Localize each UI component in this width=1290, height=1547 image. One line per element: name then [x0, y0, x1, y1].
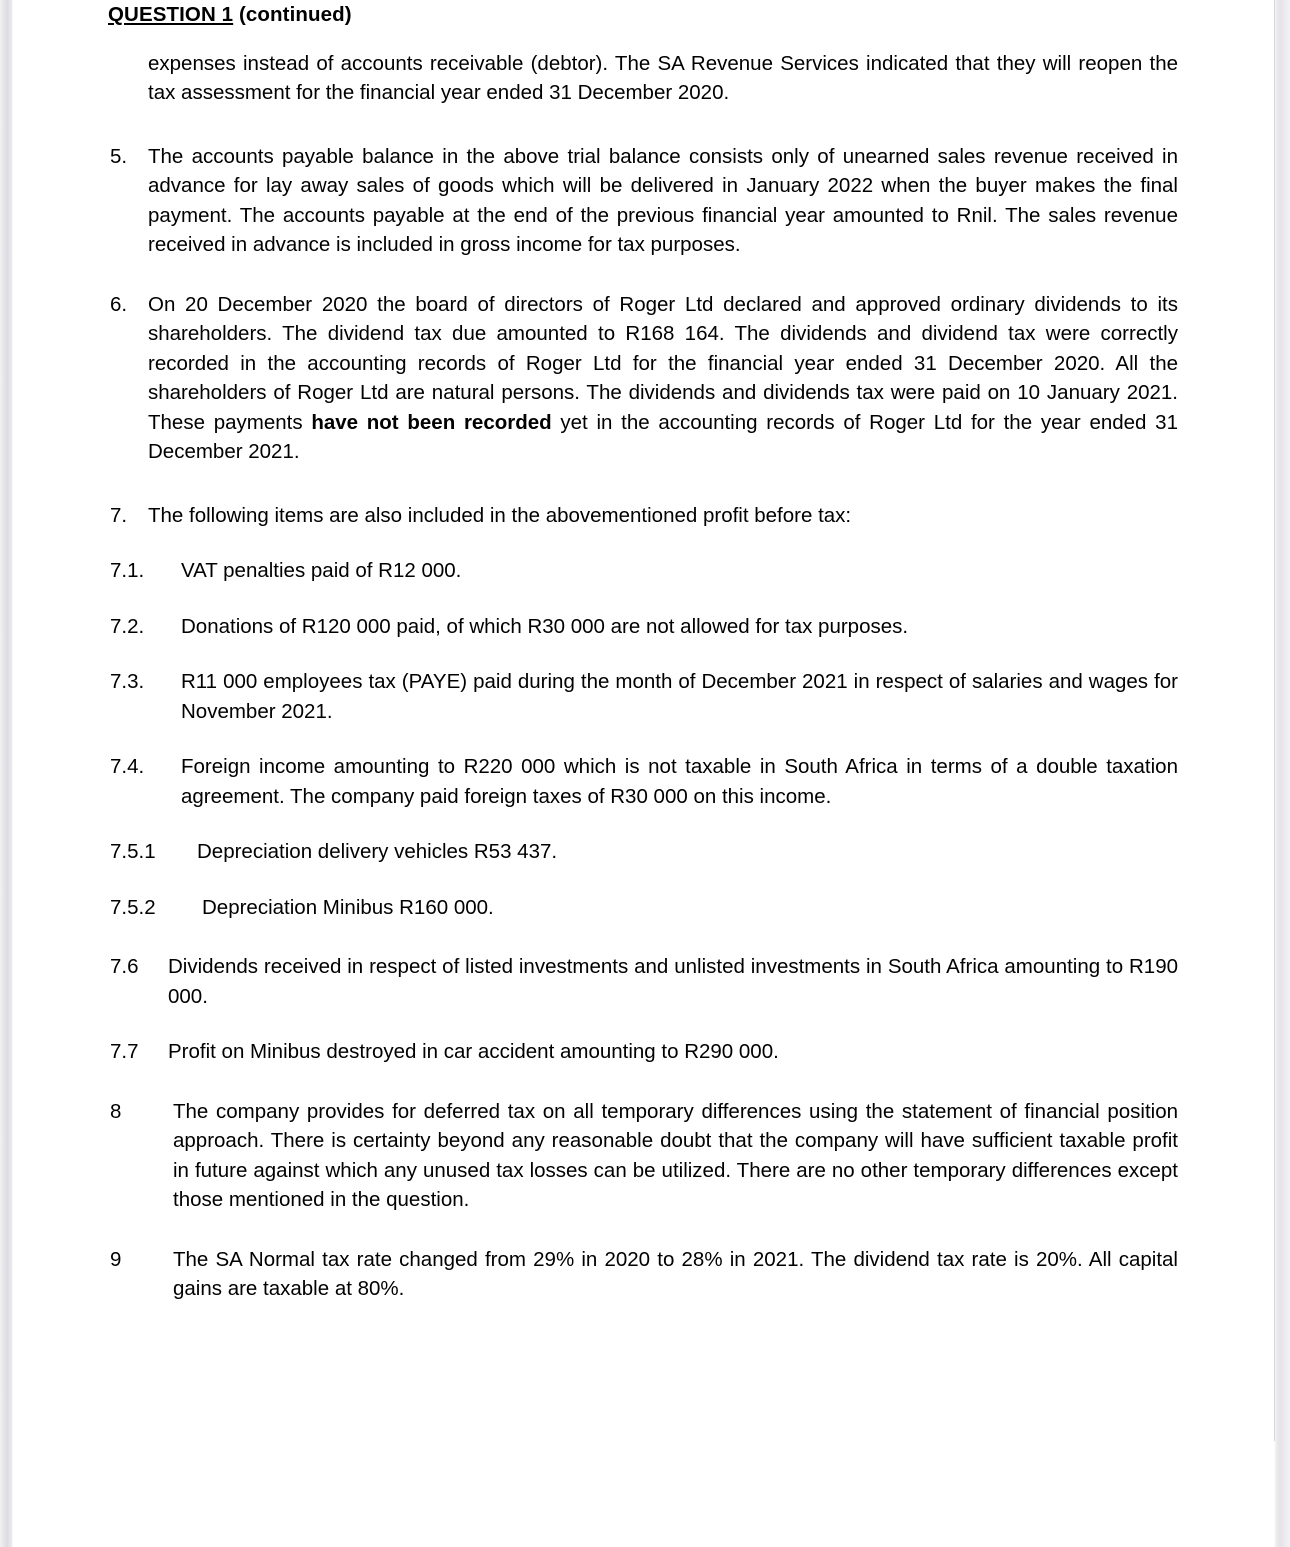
list-item-number: 6. — [110, 292, 128, 316]
list-item-7-6 — [110, 952, 1178, 1011]
page-title-continued-label: (continued) — [233, 3, 352, 26]
list-item-text: The following items are also included in the abovementioned profit before tax: — [148, 503, 852, 527]
list-item-9 — [110, 1245, 1178, 1304]
list-item-number: 7.1. — [110, 559, 145, 583]
page-title-question-label: QUESTION 1 — [108, 3, 234, 26]
list-item-text: Depreciation Minibus R160 000. — [202, 895, 494, 919]
list-item-text-part-2: yet in the accounting records of Roger Ltd for the year ended 31 December 2021. — [148, 410, 1178, 464]
list-item-7-5-2 — [110, 893, 1178, 923]
list-item-text: Dividends received in respect of listed investments and unlisted investments in South Africa amounting to R190 000. — [168, 955, 1178, 1008]
page-right-rule — [1274, 0, 1275, 1441]
list-item-number: 5. — [110, 144, 128, 168]
list-item-7-2 — [110, 612, 1178, 642]
list-item-text-part-1: On 20 December 2020 the board of directors of Roger Ltd declared and approved ordinary dividends to its shareholders. The dividend tax due amounted to R168 164. The dividends and dividend tax were correctly recorded in the accounting records of Roger Ltd for the financial year ended 31 December 2020. All the shareholders of Roger Ltd are natural persons. The dividends and dividends tax were paid on 10 January 2021. These payments — [148, 292, 1178, 434]
list-item-7-4 — [110, 752, 1178, 811]
list-item-7-1 — [110, 556, 1178, 586]
list-item-7-5-1 — [110, 837, 1178, 867]
page-right-gutter — [1274, 0, 1290, 1547]
list-item-number: 8 — [110, 1099, 122, 1123]
list-item-text: The SA Normal tax rate changed from 29% in 2020 to 28% in 2021. The dividend tax rate is 20%. All capital gains are taxable at 80%. — [173, 1247, 1178, 1301]
list-item-number: 7.2. — [110, 614, 145, 638]
list-item-7-3 — [110, 667, 1178, 726]
list-item-number: 7.4. — [110, 755, 145, 779]
document-page — [13, 0, 1274, 1547]
intro-continuation-paragraph: expenses instead of accounts receivable (debtor). The SA Revenue Services indicated that they will reopen the tax assessment for the financial year ended 31 December 2020. — [148, 51, 1178, 105]
page-left-gutter — [0, 0, 13, 1547]
list-item-8 — [110, 1097, 1178, 1215]
list-item-number: 7.3. — [110, 670, 145, 694]
list-item-6 — [110, 290, 1178, 467]
list-item-number: 7. — [110, 503, 128, 527]
list-item-text: Profit on Minibus destroyed in car accident amounting to R290 000. — [168, 1040, 779, 1064]
list-item-text: VAT penalties paid of R12 000. — [181, 559, 462, 583]
list-item-text — [148, 290, 1178, 467]
list-item-number: 7.7 — [110, 1040, 139, 1064]
list-item-number: 7.5.2 — [110, 895, 156, 919]
list-item-text: The company provides for deferred tax on all temporary differences using the statement of financial position approach. There is certainty beyond any reasonable doubt that the company will have sufficient taxable profit in future against which any unused tax losses can be utilized. There are no other temporary differences except those mentioned in the question. — [173, 1099, 1178, 1212]
list-item-text: Donations of R120 000 paid, of which R30 000 are not allowed for tax purposes. — [181, 614, 909, 638]
list-item-text: Depreciation delivery vehicles R53 437. — [197, 840, 558, 864]
document-body — [13, 0, 1274, 1304]
list-item-text: The accounts payable balance in the above trial balance consists only of unearned sales revenue received in advance for lay away sales of goods which will be delivered in January 2022 when the buyer makes the final payment. The accounts payable at the end of the previous financial year amounted to Rnil. The sales revenue received in advance is included in gross income for tax purposes. — [148, 144, 1178, 257]
emphasis-have-not-been-recorded: have not been recorded — [311, 410, 552, 434]
list-item-text: R11 000 employees tax (PAYE) paid during the month of December 2021 in respect of salaries and wages for November 2021. — [181, 670, 1178, 723]
list-item-number: 7.6 — [110, 955, 139, 979]
list-item-text: Foreign income amounting to R220 000 which is not taxable in South Africa in terms of a double taxation agreement. The company paid foreign taxes of R30 000 on this income. — [181, 755, 1178, 808]
list-item-5 — [110, 142, 1178, 260]
list-item-7 — [110, 501, 1178, 531]
list-item-7-7 — [110, 1037, 1178, 1067]
list-item-number: 7.5.1 — [110, 840, 156, 864]
list-item-number: 9 — [110, 1247, 122, 1271]
page-title — [108, 3, 1274, 27]
